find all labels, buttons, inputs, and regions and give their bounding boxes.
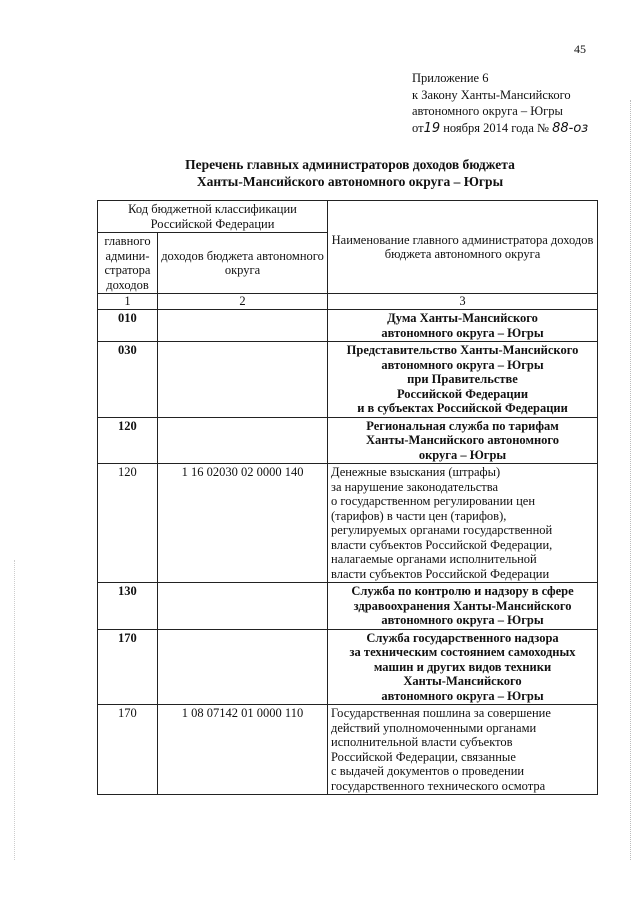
name-line: автономного округа – Югры: [381, 357, 544, 372]
admin-code: 010: [98, 310, 158, 342]
date-day: 19: [423, 120, 441, 136]
name-line: здравоохранения Ханты-Мансийского: [353, 598, 572, 613]
date-mid: ноября 2014 года №: [440, 120, 553, 135]
header-name: Наименование главного администратора доходов бюджета автономного округа: [328, 201, 598, 294]
kbk-code: [158, 583, 328, 630]
page-number: 45: [574, 42, 586, 56]
appendix-block: [412, 70, 588, 137]
date-prefix: от: [412, 120, 424, 135]
name-line: власти субъектов Российской Федерации: [331, 566, 550, 581]
table-row: [98, 342, 598, 418]
name-line: Государственная пошлина за совершение: [331, 706, 551, 720]
name-line: Дума Ханты-Мансийского: [387, 311, 538, 325]
appendix-region: автономного округа – Югры: [412, 104, 563, 118]
kbk-code: [158, 342, 328, 418]
appendix-law: к Закону Ханты-Мансийского: [412, 87, 571, 102]
name-line: автономного округа – Югры: [381, 325, 544, 340]
name-line: действий уполномоченными органами: [331, 720, 537, 735]
document-title: [100, 156, 600, 190]
name-line: Ханты-Мансийского автономного: [366, 433, 560, 447]
admin-name: [328, 464, 598, 583]
name-line: с выдачей документов о проведении: [331, 764, 525, 778]
name-line: Представительство Ханты-Мансийского: [346, 343, 579, 357]
name-line: исполнительной власти субъектов: [331, 735, 513, 749]
admin-name: [328, 342, 598, 418]
name-line: Региональная служба по тарифам: [366, 418, 559, 433]
name-line: Российской Федерации: [396, 386, 529, 401]
kbk-code: [158, 629, 328, 705]
table-row: [98, 464, 598, 583]
header-admin: главного админи- стратора доходов: [98, 233, 158, 294]
scan-left-marks: [14, 560, 17, 860]
header-kbk: Код бюджетной классификации Российской Федерации: [98, 201, 328, 233]
admin-code: 130: [98, 583, 158, 630]
name-line: государственного технического осмотра: [331, 778, 546, 793]
name-line: автономного округа – Югры: [381, 613, 544, 627]
name-line: власти субъектов Российской Федерации,: [331, 537, 553, 552]
name-line: машин и других видов техники: [373, 659, 552, 674]
kbk-code: 1 16 02030 02 0000 140: [158, 464, 328, 583]
admin-name: [328, 629, 598, 705]
kbk-code: 1 08 07142 01 0000 110: [158, 705, 328, 795]
header-row-1: [98, 201, 598, 233]
admin-code: 030: [98, 342, 158, 418]
name-line: Российской Федерации, связанные: [331, 749, 516, 764]
col-number-1: 1: [98, 294, 158, 310]
col-number-2: 2: [158, 294, 328, 310]
table-row: [98, 583, 598, 630]
name-line: за техническим состоянием самоходных: [349, 645, 576, 659]
kbk-code: [158, 310, 328, 342]
admin-code: 170: [98, 629, 158, 705]
name-line: налагаемые органами исполнительной: [331, 552, 537, 566]
table-row: [98, 310, 598, 342]
admin-name: [328, 583, 598, 630]
column-numbers-row: [98, 294, 598, 310]
admin-name: [328, 310, 598, 342]
name-line: автономного округа – Югры: [381, 688, 544, 703]
admin-code: 120: [98, 417, 158, 464]
appendix-date: [412, 120, 588, 138]
title-line-1: Перечень главных администраторов доходов бюджета: [185, 157, 515, 172]
admin-name: [328, 705, 598, 795]
administrators-table: [97, 200, 598, 795]
admin-name: [328, 417, 598, 464]
admin-code: 170: [98, 705, 158, 795]
col-number-3: 3: [328, 294, 598, 310]
name-line: округа – Югры: [418, 447, 507, 462]
table-row: [98, 629, 598, 705]
admin-code: 120: [98, 464, 158, 583]
law-number: 88-оз: [552, 120, 589, 136]
name-line: (тарифов) в части цен (тарифов),: [331, 508, 507, 523]
name-line: и в субъектах Российской Федерации: [357, 401, 568, 415]
table-row: [98, 705, 598, 795]
name-line: Ханты-Мансийского: [403, 674, 522, 688]
name-line: за нарушение законодательства: [331, 479, 499, 494]
name-line: о государственном регулировании цен: [331, 494, 536, 508]
name-line: регулируемых органами государственной: [331, 523, 553, 537]
name-line: при Правительстве: [407, 372, 518, 386]
header-income: доходов бюджета автономного округа: [158, 233, 328, 294]
title-line-2: Ханты-Мансийского автономного округа – Югры: [196, 174, 504, 189]
name-line: Служба государственного надзора: [366, 630, 559, 645]
kbk-code: [158, 417, 328, 464]
scan-margin-marks: [630, 100, 633, 860]
appendix-title: Приложение 6: [412, 71, 489, 85]
table-row: [98, 417, 598, 464]
name-line: Денежные взыскания (штрафы): [331, 465, 501, 479]
name-line: Служба по контролю и надзору в сфере: [351, 584, 574, 598]
